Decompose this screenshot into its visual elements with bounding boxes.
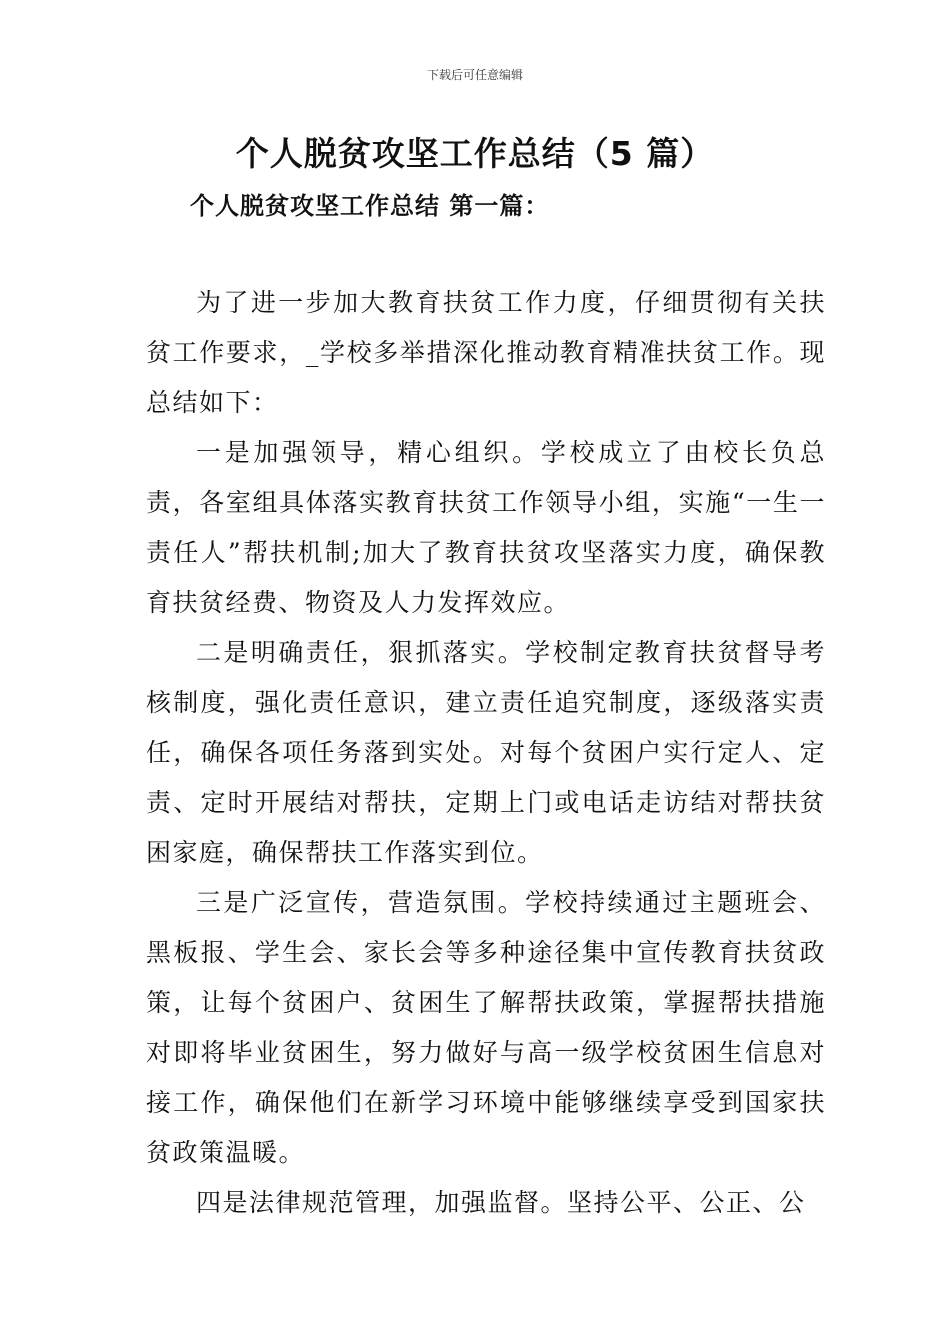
document-body: [146, 278, 826, 1228]
document-subtitle: 个人脱贫攻坚工作总结 第一篇：: [190, 191, 550, 220]
paragraph-responsibility: 二是明确责任，狠抓落实。学校制定教育扶贫督导考核制度，强化责任意识，建立责任追究制度，逐级落实责任，确保各项任务落到实处。对每个贫困户实行定人、定责、定时开展结对帮扶，定期上门或电话走访结对帮扶贫困家庭，确保帮扶工作落实到位。: [146, 638, 826, 867]
paragraph-supervision: 四是法律规范管理，加强监督。坚持公平、公正、公: [196, 1188, 806, 1217]
paragraph-intro: 为了进一步加大教育扶贫工作力度，仔细贯彻有关扶贫工作要求，_学校多举措深化推动教育精准扶贫工作。现总结如下：: [146, 288, 826, 417]
document-title: 个人脱贫攻坚工作总结（5 篇）: [235, 134, 715, 173]
paragraph-leadership: 一是加强领导，精心组织。学校成立了由校长负总责，各室组具体落实教育扶贫工作领导小组，实施“一生一责任人”帮扶机制;加大了教育扶贫攻坚落实力度，确保教育扶贫经费、物资及人力发挥效应。: [146, 438, 826, 617]
header-note: 下载后可任意编辑: [426, 68, 523, 82]
paragraph-publicity: 三是广泛宣传，营造氛围。学校持续通过主题班会、黑板报、学生会、家长会等多种途径集中宣传教育扶贫政策，让每个贫困户、贫困生了解帮扶政策，掌握帮扶措施对即将毕业贫困生，努力做好与高一级学校贫困生信息对接工作，确保他们在新学习环境中能够继续享受到国家扶贫政策温暖。: [146, 888, 826, 1167]
